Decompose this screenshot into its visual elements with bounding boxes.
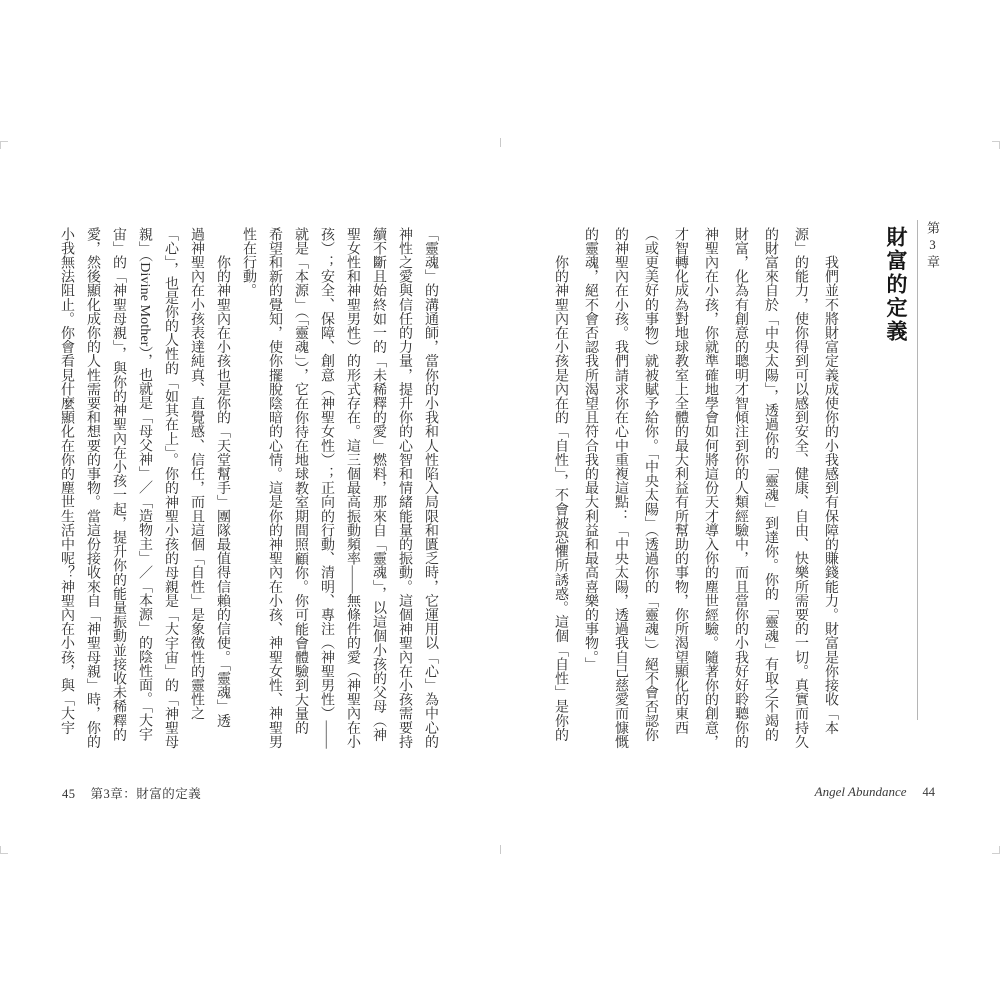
page-corner-mark-top-left [0, 141, 8, 149]
footer-chapter-ref: 第3章：財富的定義 [90, 787, 202, 801]
text-column: 「心」，也是你的人性的「如其在上」。你的神聖小孩的母親是「大宇宙」的「神聖母 [163, 227, 178, 749]
text-column: 財富，化為有創意的聰明才智傾注到你的人類經驗中，而且當你的小我好好聆聽你的 [733, 227, 748, 749]
text-column: 希望和新的覺知，使你擺脫陰暗的心情。這是你的神聖內在小孩、神聖女性、神聖男 [267, 227, 282, 749]
text-column: 「靈魂」的溝通師，當你的小我和人性陷入局限和匱乏時，它運用以「心」為中心的 [423, 227, 438, 749]
text-column: 親」（Divine Mother），也就是「母父神」／「造物主」／「本源」的陰性面。「大宇 [137, 227, 152, 742]
footer-right [815, 784, 935, 800]
text-column: 你的神聖內在小孩也是你的「天堂幫手」團隊最值得信賴的信使。「靈魂」透 [215, 227, 230, 728]
text-column: 神性之愛與信任的力量，提升你的心智和情緒能量的振動。這個神聖內在小孩需要持 [397, 227, 412, 749]
body-text-left-page [53, 227, 443, 751]
footer-book-title: Angel Abundance [814, 784, 907, 799]
footer-page-number-left: 45 [62, 787, 76, 801]
text-column: 神聖內在小孩，你就準確地學會如何將這份天才導入你的塵世經驗。隨著你的創意， [703, 227, 718, 749]
spine-mark-top [500, 138, 501, 147]
page-corner-mark-bottom-right [992, 846, 1000, 854]
text-column: 孩）；安全、保障、創意（神聖女性）；正向的行動、清明、專注（神聖男性）—— [319, 227, 334, 749]
text-column: 的靈魂，絕不會否認我所渴望且符合我的最大利益和最高喜樂的事物。」 [583, 227, 598, 672]
footer-left [62, 784, 201, 802]
chapter-rule-line [917, 220, 918, 720]
footer-page-number-right: 44 [922, 785, 935, 799]
chapter-title: 財富的定義 [884, 226, 908, 344]
text-column: 的神聖內在小孩。我們請求你在心中重複這點：「中央太陽，透過我自己慈愛而慷慨 [613, 227, 628, 749]
page-corner-mark-top-right [992, 141, 1000, 149]
text-column: 續不斷且始終如一的「未稀釋的愛」燃料，那來自「靈魂」，以這個小孩的父母（神 [371, 227, 386, 742]
page-corner-mark-bottom-left [0, 846, 8, 854]
text-column: 小我無法阻止。你會看見什麼顯化在你的塵世生活中呢？神聖內在小孩，與「大宇 [59, 227, 74, 735]
text-column: （或更美好的事物）就被賦予給你。「中央太陽」（透過你的「靈魂」）絕不會否認你 [643, 227, 658, 742]
spine-mark-bottom [500, 845, 501, 854]
body-text-right-page [545, 227, 845, 751]
text-column: 我們並不將財富定義成使你的小我感到有保障的賺錢能力。財富是你接收「本 [823, 227, 838, 735]
text-column: 宙」的「神聖母親」，與你的神聖內在小孩一起，提升你的能量振動並接收未稀釋的 [111, 227, 126, 742]
text-column: 才智轉化成為對地球教室上全體的最大利益有所幫助的事物，你所渴望顯化的東西 [673, 227, 688, 735]
text-column: 的財富來自於「中央太陽」，透過你的「靈魂」到達你。你的「靈魂」有取之不竭的 [763, 227, 778, 742]
text-column: 性在行動。 [241, 227, 256, 298]
text-column: 你的神聖內在小孩是內在的「自性」，不會被恐懼所誘惑。這個「自性」是你的 [553, 227, 568, 742]
text-column: 愛，然後顯化成你的人性需要和想要的事物。當這份接收來自「神聖母親」時，你的 [85, 227, 100, 749]
chapter-number: 第3章 [925, 221, 940, 271]
text-column: 就是「本源」（「靈魂」），它在你待在地球教室期間照顧你。你可能會體驗到大量的 [293, 227, 308, 735]
text-column: 源」的能力，使你得到可以感到安全、健康、自由、快樂所需要的一切。真實而持久 [793, 227, 808, 749]
text-column: 過神聖內在小孩表達純真、直覺感、信任，而且這個「自性」是象徵性的靈性之 [189, 227, 204, 721]
text-column: 聖女性和神聖男性）的形式存在。這三個最高振動頻率——無條件的愛（神聖內在小 [345, 227, 360, 749]
